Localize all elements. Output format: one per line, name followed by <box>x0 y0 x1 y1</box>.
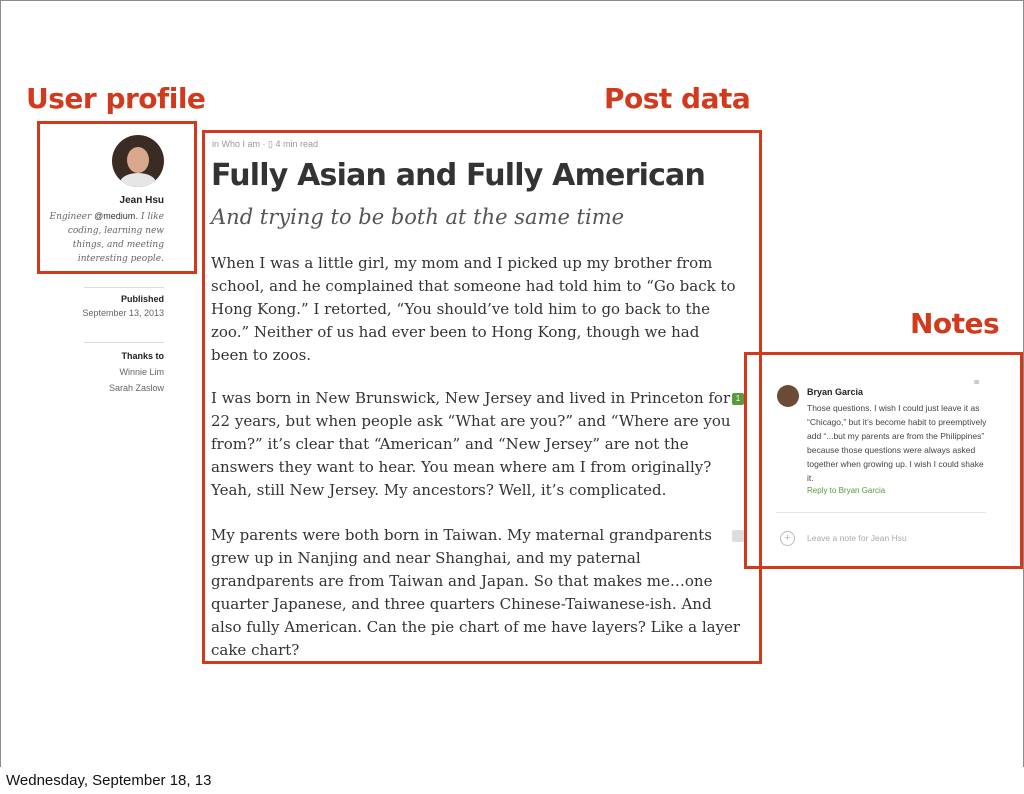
note-body: Those questions. I wish I could just leave it as “Chicago,” but it’s become habit to preemptively add “...but my parents are from the Philippines” because those questions were always asked together when growing up. I wish I could shake it. <box>807 403 987 483</box>
thanks-divider <box>84 342 164 343</box>
leave-note-input[interactable]: Leave a note for Jean Hsu <box>807 533 907 543</box>
author-avatar[interactable] <box>112 135 164 187</box>
post-subtitle: And trying to be both at the same time <box>211 205 625 229</box>
note-count-marker[interactable]: 1 <box>732 393 744 405</box>
link-icon[interactable]: ⚭ <box>972 377 982 389</box>
author-bio: Engineer @medium. I like coding, learning new things, and meeting interesting people. <box>49 211 164 264</box>
thanks-name[interactable]: Winnie Lim <box>119 367 164 377</box>
published-label: Published <box>120 294 164 304</box>
note-author-name[interactable]: Bryan Garcia <box>807 387 864 397</box>
post-meta[interactable]: in Who I am · ▯ 4 min read <box>212 139 318 149</box>
post-paragraph: When I was a little girl, my mom and I picked up my brother from school, and he complained that someone had told him to “Go back to Hong Kong.” I retorted, “You should’ve told him to go back to the zoo.” Neither of us had ever been to Hong Kong, though we had been to zoos. <box>211 254 736 364</box>
post-title: Fully Asian and Fully American <box>211 158 706 193</box>
thanks-label: Thanks to <box>121 351 164 361</box>
footer-date: Wednesday, September 18, 13 <box>6 772 212 789</box>
post-paragraph: My parents were both born in Taiwan. My maternal grandparents grew up in Nanjing and near Shanghai, and my paternal grandparents are from Taiwan and Japan. So that makes me…one quarter Japanese, and three quarters Chinese-Taiwanese-ish. And also fully American. Can the pie chart of me have layers? Like a layer cake chart? <box>211 526 741 659</box>
add-note-icon[interactable]: + <box>780 531 795 546</box>
note-separator <box>776 512 986 513</box>
profile-divider <box>84 287 164 288</box>
add-note-marker[interactable] <box>732 530 744 542</box>
author-handle-link[interactable]: @medium <box>94 211 136 221</box>
thanks-name[interactable]: Sarah Zaslow <box>108 383 164 393</box>
callout-user-profile: User profile <box>26 82 206 115</box>
post-paragraph: I was born in New Brunswick, New Jersey and lived in Princeton for 22 years, but when people ask “What are you?” and “Where are you from?” it’s clear that “American” and “New Jersey” are not the answers they want to hear. You mean where am I from originally? Yeah, still New Jersey. My ancestors? Well, it’s complicated. <box>211 389 731 499</box>
note-author-avatar[interactable] <box>777 385 799 407</box>
thanks-list <box>109 364 164 396</box>
callout-notes: Notes <box>910 307 1000 340</box>
published-date: September 13, 2013 <box>82 308 164 318</box>
reply-link[interactable]: Reply to Bryan Garcia <box>807 486 886 495</box>
callout-post-data: Post data <box>604 82 751 115</box>
author-name[interactable]: Jean Hsu <box>119 195 164 206</box>
